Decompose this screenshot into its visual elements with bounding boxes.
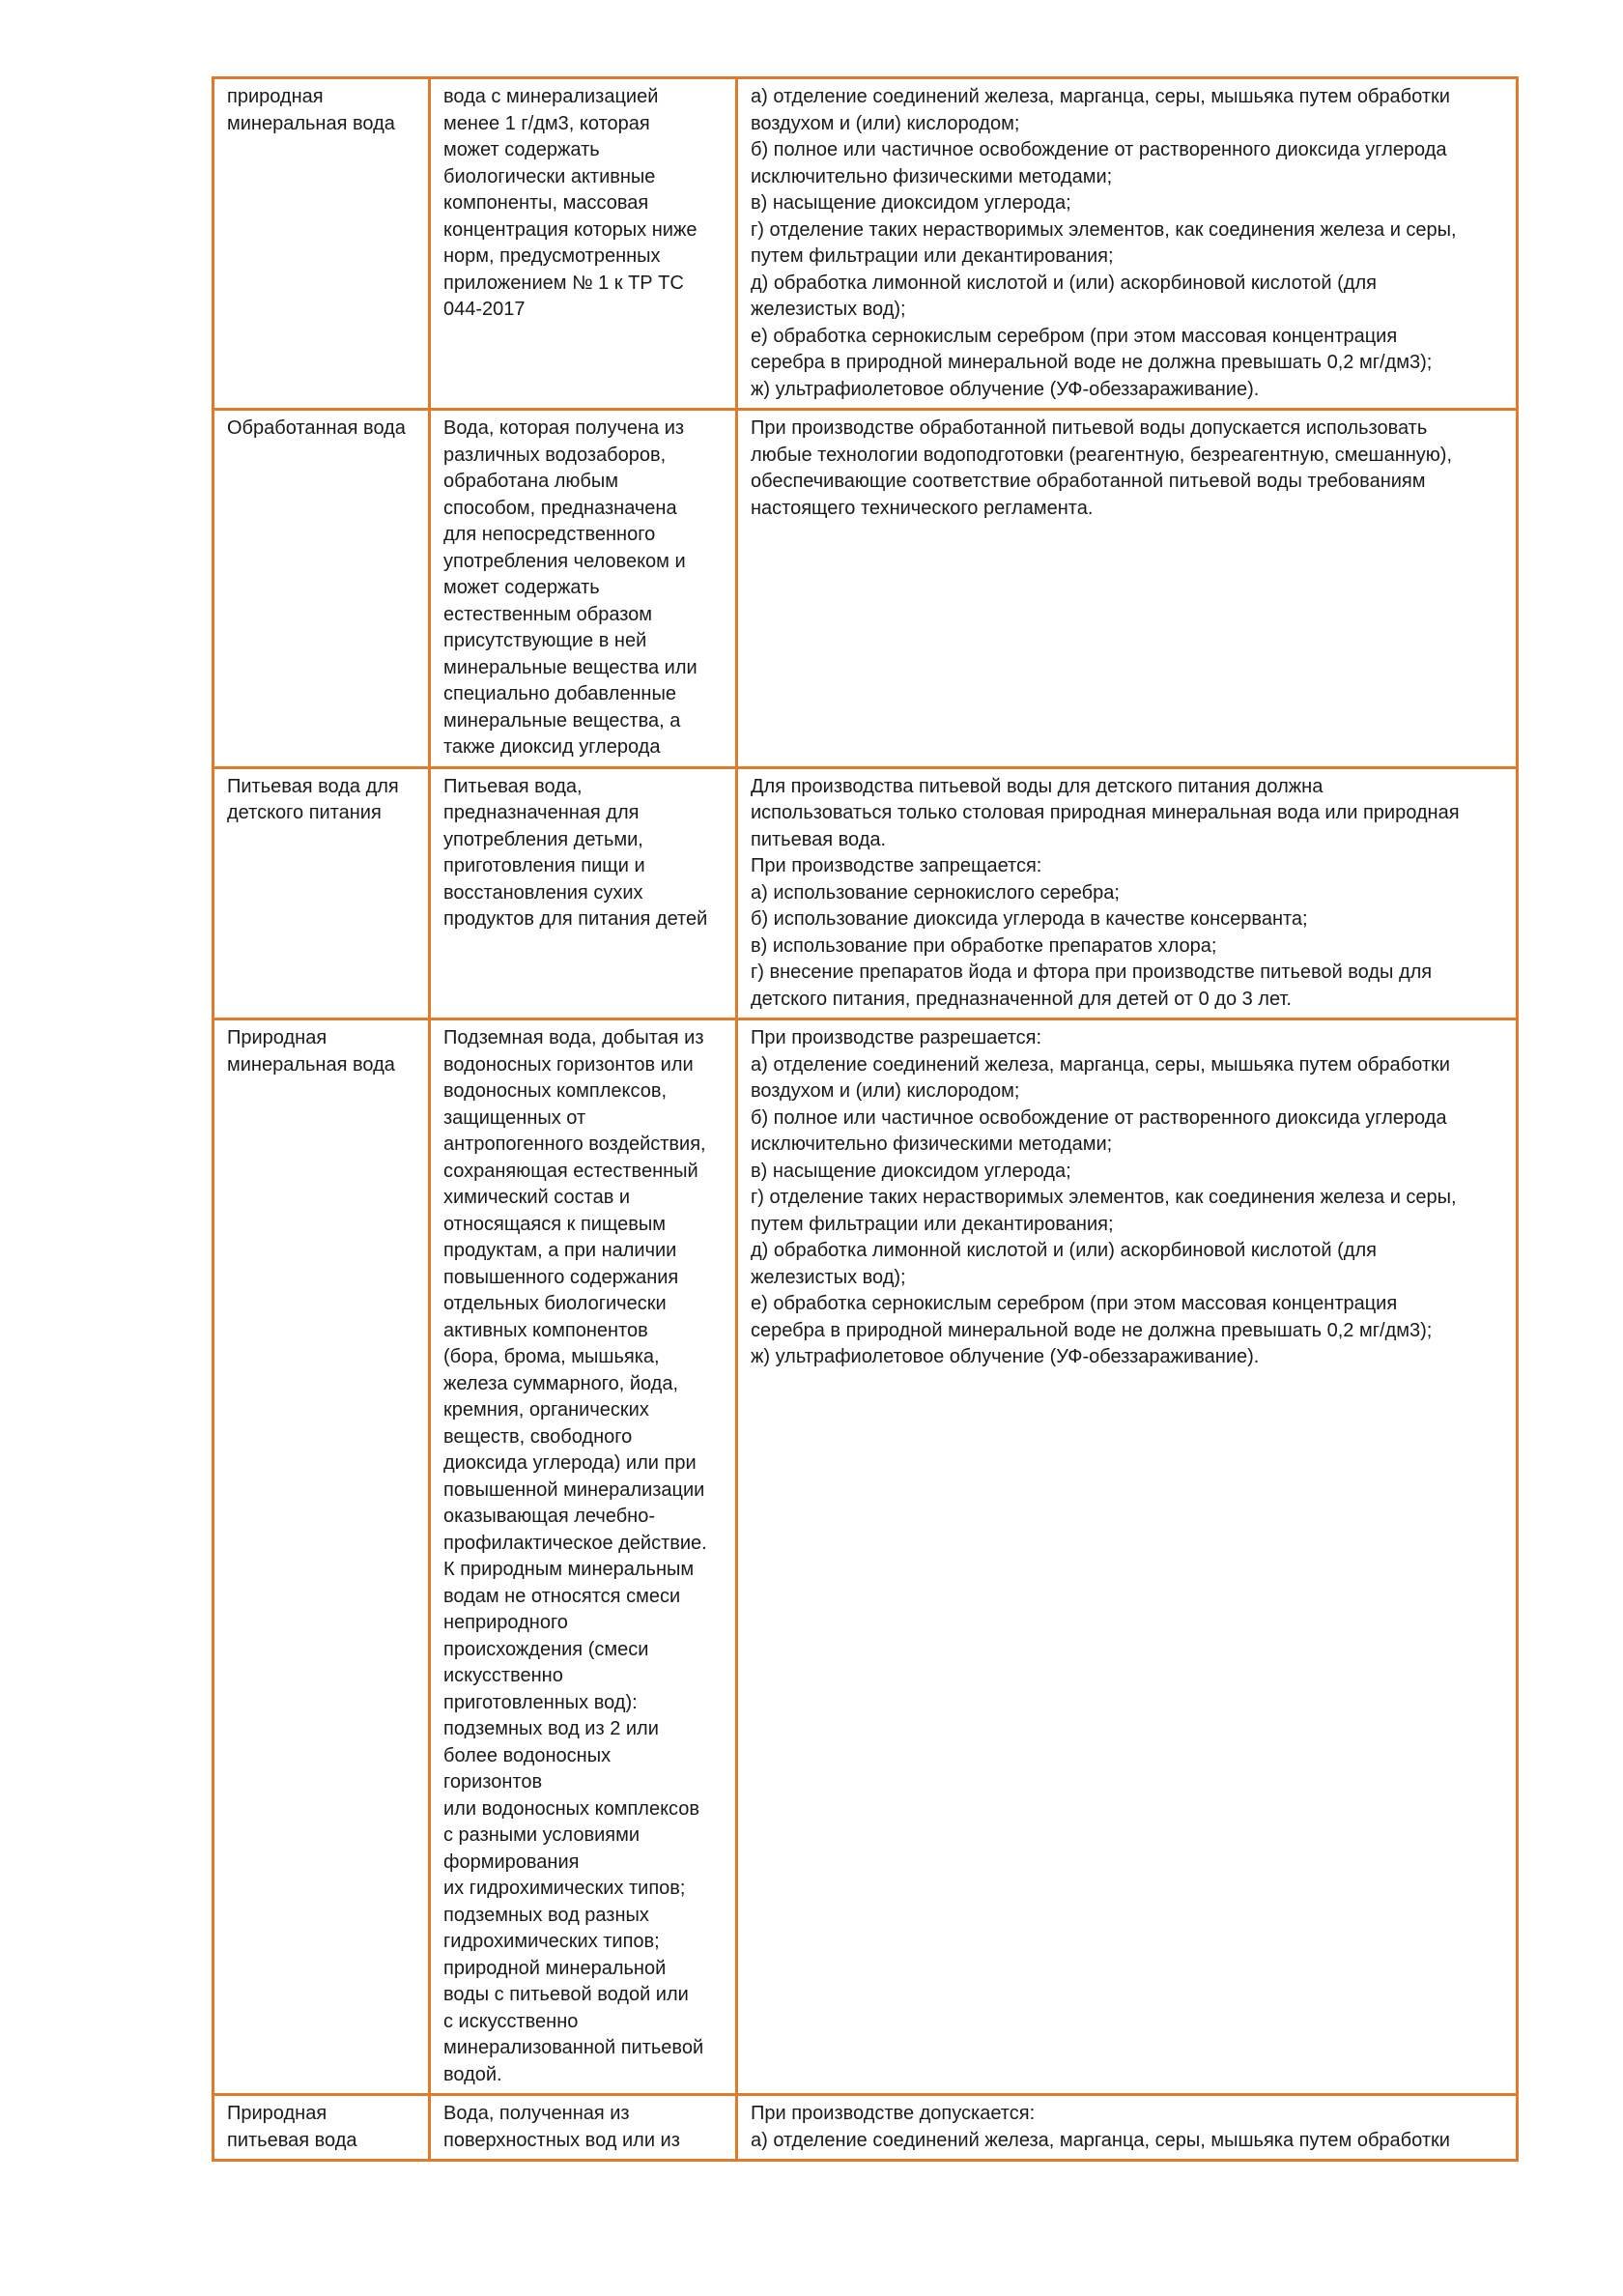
text-line: Вода, которая получена из bbox=[443, 417, 685, 439]
text-line: антропогенного воздействия, bbox=[443, 1134, 706, 1155]
text-line: д) обработка лимонной кислотой и (или) аскорбиновой кислотой (для bbox=[751, 272, 1377, 294]
text-line: серебра в природной минеральной воде не должна превышать 0,2 мг/дм3); bbox=[751, 352, 1433, 373]
text-line: б) использование диоксида углерода в качестве консерванта; bbox=[751, 908, 1308, 930]
table-row bbox=[214, 2095, 1518, 2161]
text-line: продуктов для питания детей bbox=[443, 908, 708, 930]
text-line: приготовления пищи и bbox=[443, 855, 645, 876]
text-line: г) внесение препаратов йода и фтора при производстве питьевой воды для bbox=[751, 961, 1433, 983]
text-line: Вода, полученная из bbox=[443, 2103, 630, 2124]
text-line: К природным минеральным bbox=[443, 1559, 695, 1580]
text-line: воды с питьевой водой или bbox=[443, 1984, 689, 2005]
text-line: а) использование сернокислого серебра; bbox=[751, 881, 1120, 904]
text-line: их гидрохимических типов; bbox=[443, 1878, 686, 1899]
text-line: профилактическое действие. bbox=[443, 1532, 707, 1554]
text-line: а) отделение соединений железа, марганца, серы, мышьяка путем обработки bbox=[751, 2129, 1450, 2151]
text-line: специально добавленные bbox=[443, 683, 676, 704]
text-line: водой. bbox=[443, 2063, 502, 2085]
text-line: также диоксид углерода bbox=[443, 736, 661, 758]
text-line: использоваться только столовая природная минеральная вода или природная bbox=[751, 802, 1460, 823]
requirements-cell bbox=[737, 767, 1518, 1019]
text-line: минеральные вещества или bbox=[443, 656, 698, 678]
text-line: природной минеральной bbox=[443, 1957, 667, 1979]
text-line: для непосредственного bbox=[443, 524, 656, 545]
text-line: а) отделение соединений железа, марганца, серы, мышьяка путем обработки bbox=[751, 1053, 1450, 1076]
text-line: способом, предназначена bbox=[443, 497, 677, 519]
text-line: с искусственно bbox=[443, 2010, 579, 2032]
text-line: обработана любым bbox=[443, 471, 618, 492]
text-line: водам не относятся смеси bbox=[443, 1585, 681, 1607]
text-line: Природная bbox=[227, 1027, 327, 1048]
text-line: воздухом и (или) кислородом; bbox=[751, 1080, 1020, 1102]
text-line: гидрохимических типов; bbox=[443, 1931, 660, 1952]
requirements-cell bbox=[737, 1019, 1518, 2095]
table-row bbox=[214, 78, 1518, 410]
water-types-table bbox=[212, 76, 1519, 2162]
definition-cell bbox=[430, 2095, 737, 2161]
text-line: исключительно физическими методами; bbox=[751, 165, 1113, 187]
text-line: а) отделение соединений железа, марганца, серы, мышьяка путем обработки bbox=[751, 86, 1450, 107]
text-line: кремния, органических bbox=[443, 1399, 649, 1421]
text-line: с разными условиями bbox=[443, 1824, 640, 1846]
text-line: железистых вод); bbox=[751, 299, 906, 320]
text-line: употребления детьми, bbox=[443, 828, 643, 850]
definition-cell bbox=[430, 1019, 737, 2095]
text-line: При производстве обработанной питьевой воды допускается использовать bbox=[751, 417, 1428, 439]
text-line: подземных вод из 2 или bbox=[443, 1718, 659, 1739]
requirements-cell bbox=[737, 2095, 1518, 2161]
text-line: настоящего технического регламента. bbox=[751, 497, 1094, 519]
text-line: путем фильтрации или декантирования; bbox=[751, 245, 1114, 267]
text-line: При производстве запрещается: bbox=[751, 855, 1042, 876]
text-line: неприродного bbox=[443, 1612, 568, 1633]
definition-cell bbox=[430, 78, 737, 410]
text-line: (бора, брома, мышьяка, bbox=[443, 1346, 660, 1367]
text-line: детского питания, предназначенной для детей от 0 до 3 лет. bbox=[751, 988, 1292, 1010]
table-row bbox=[214, 767, 1518, 1019]
text-line: серебра в природной минеральной воде не должна превышать 0,2 мг/дм3); bbox=[751, 1319, 1433, 1341]
text-line: может содержать bbox=[443, 577, 600, 598]
text-line: оказывающая лечебно- bbox=[443, 1506, 655, 1527]
text-line: 044-2017 bbox=[443, 299, 526, 320]
text-line: водоносных горизонтов или bbox=[443, 1053, 694, 1076]
text-line: подземных вод разных bbox=[443, 1904, 649, 1926]
text-line: повышенной минерализации bbox=[443, 1478, 705, 1501]
text-line: веществ, свободного bbox=[443, 1425, 633, 1448]
text-line: диоксида углерода) или при bbox=[443, 1452, 697, 1474]
table-row bbox=[214, 410, 1518, 768]
text-line: повышенного содержания bbox=[443, 1266, 679, 1288]
text-line: отдельных биологически bbox=[443, 1293, 667, 1314]
text-line: питьевая вода. bbox=[751, 828, 887, 850]
requirements-cell bbox=[737, 410, 1518, 768]
text-line: При производстве допускается: bbox=[751, 2103, 1036, 2124]
text-line: е) обработка сернокислым серебром (при этом массовая концентрация bbox=[751, 325, 1398, 347]
water-type-name-cell bbox=[214, 410, 430, 768]
text-line: природная bbox=[227, 86, 324, 107]
text-line: железистых вод); bbox=[751, 1266, 906, 1288]
text-line: формирования bbox=[443, 1851, 580, 1873]
text-line: приготовленных вод): bbox=[443, 1691, 638, 1713]
text-line: происхождения (смеси bbox=[443, 1638, 649, 1660]
text-line: относящаяся к пищевым bbox=[443, 1213, 667, 1235]
text-line: более водоносных bbox=[443, 1744, 612, 1766]
requirements-cell bbox=[737, 78, 1518, 410]
text-line: г) отделение таких нерастворимых элементов, как соединения железа и серы, bbox=[751, 218, 1457, 241]
text-line: железа суммарного, йода, bbox=[443, 1372, 679, 1394]
text-line: обеспечивающие соответствие обработанной питьевой воды требованиям bbox=[751, 471, 1426, 492]
water-type-name-cell bbox=[214, 1019, 430, 2095]
text-line: б) полное или частичное освобождение от растворенного диоксида углерода bbox=[751, 1106, 1447, 1129]
text-line: менее 1 г/дм3, которая bbox=[443, 112, 650, 134]
text-line: любые технологии водоподготовки (реагентную, безреагентную, смешанную), bbox=[751, 444, 1453, 466]
water-type-name-cell bbox=[214, 2095, 430, 2161]
text-line: Подземная вода, добытая из bbox=[443, 1027, 704, 1048]
table-row bbox=[214, 1019, 1518, 2095]
text-line: ж) ультрафиолетовое облучение (УФ-обеззараживание). bbox=[751, 378, 1260, 400]
text-line: вода с минерализацией bbox=[443, 86, 659, 107]
text-line: поверхностных вод или из bbox=[443, 2129, 680, 2151]
text-line: детского питания bbox=[227, 802, 382, 823]
text-line: Для производства питьевой воды для детского питания должна bbox=[751, 775, 1324, 797]
text-line: активных компонентов bbox=[443, 1319, 648, 1341]
text-line: Обработанная вода bbox=[227, 417, 406, 439]
text-line: минеральная вода bbox=[227, 1053, 395, 1076]
text-line: сохраняющая естественный bbox=[443, 1160, 698, 1182]
text-line: норм, предусмотренных bbox=[443, 245, 661, 267]
text-line: предназначенная для bbox=[443, 802, 640, 823]
text-line: минерализованной питьевой bbox=[443, 2037, 704, 2058]
text-line: Природная bbox=[227, 2103, 327, 2124]
text-line: горизонтов bbox=[443, 1771, 543, 1793]
table-body bbox=[214, 78, 1518, 2161]
definition-cell bbox=[430, 410, 737, 768]
text-line: компоненты, массовая bbox=[443, 192, 649, 214]
text-line: продуктам, а при наличии bbox=[443, 1240, 677, 1261]
text-line: г) отделение таких нерастворимых элементов, как соединения железа и серы, bbox=[751, 1187, 1457, 1208]
text-line: воздухом и (или) кислородом; bbox=[751, 112, 1020, 134]
text-line: путем фильтрации или декантирования; bbox=[751, 1213, 1114, 1235]
text-line: концентрация которых ниже bbox=[443, 218, 698, 241]
text-line: минеральные вещества, а bbox=[443, 709, 681, 732]
text-line: может содержать bbox=[443, 139, 600, 160]
text-line: химический состав и bbox=[443, 1187, 631, 1208]
text-line: При производстве разрешается: bbox=[751, 1027, 1042, 1048]
text-line: различных водозаборов, bbox=[443, 444, 667, 466]
text-line: биологически активные bbox=[443, 165, 656, 187]
text-line: водоносных комплексов, bbox=[443, 1080, 667, 1102]
text-line: присутствующие в ней bbox=[443, 630, 647, 651]
text-line: минеральная вода bbox=[227, 112, 395, 134]
text-line: защищенных от bbox=[443, 1106, 586, 1129]
text-line: д) обработка лимонной кислотой и (или) аскорбиновой кислотой (для bbox=[751, 1240, 1377, 1261]
water-type-name-cell bbox=[214, 767, 430, 1019]
text-line: ж) ультрафиолетовое облучение (УФ-обеззараживание). bbox=[751, 1346, 1260, 1367]
text-line: питьевая вода bbox=[227, 2129, 357, 2151]
text-line: естественным образом bbox=[443, 603, 653, 625]
text-line: в) насыщение диоксидом углерода; bbox=[751, 1160, 1071, 1182]
text-line: приложением № 1 к ТР ТС bbox=[443, 272, 684, 294]
text-line: исключительно физическими методами; bbox=[751, 1134, 1113, 1155]
text-line: Питьевая вода для bbox=[227, 775, 399, 797]
text-line: в) использование при обработке препаратов хлора; bbox=[751, 934, 1217, 957]
text-line: в) насыщение диоксидом углерода; bbox=[751, 192, 1071, 214]
text-line: б) полное или частичное освобождение от растворенного диоксида углерода bbox=[751, 139, 1447, 160]
text-line: употребления человеком и bbox=[443, 550, 686, 572]
definition-cell bbox=[430, 767, 737, 1019]
text-line: Питьевая вода, bbox=[443, 775, 583, 797]
text-line: искусственно bbox=[443, 1665, 563, 1686]
text-line: или водоносных комплексов bbox=[443, 1797, 700, 1820]
text-line: восстановления сухих bbox=[443, 881, 643, 904]
text-line: е) обработка сернокислым серебром (при этом массовая концентрация bbox=[751, 1293, 1398, 1314]
water-type-name-cell bbox=[214, 78, 430, 410]
